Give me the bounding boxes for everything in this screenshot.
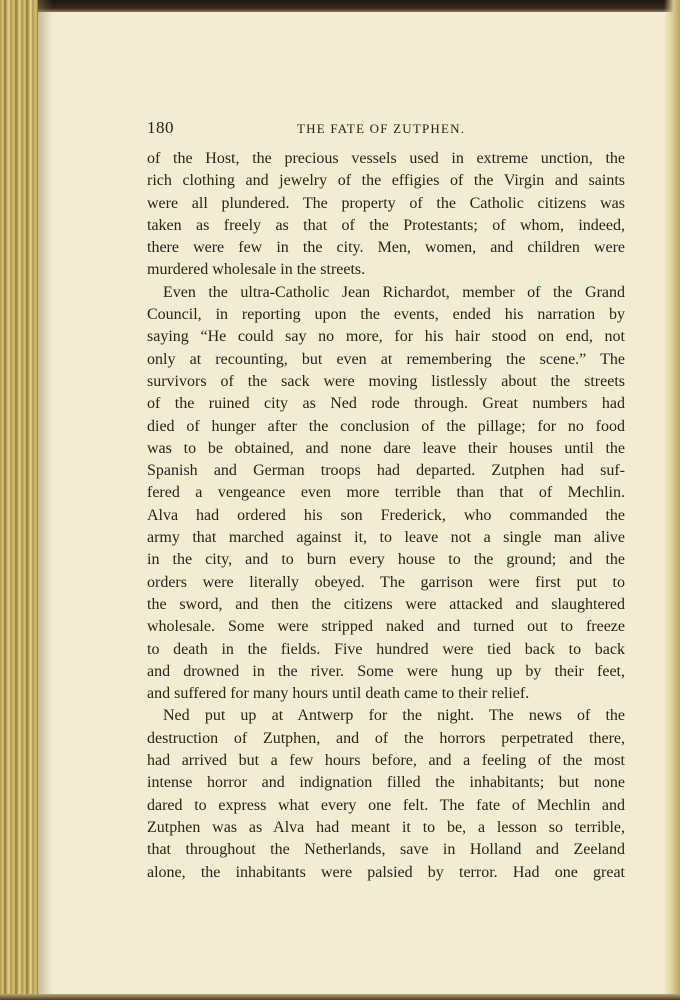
text-line: Zutphen was as Alva had meant it to be, a lesson so terrible, [147, 818, 625, 836]
text-line: the sword, and then the citizens were attacked and slaughtered [147, 595, 625, 613]
body-text [147, 148, 625, 884]
running-title: THE FATE OF ZUTPHEN. [297, 121, 466, 136]
book-bottom-edge [0, 994, 680, 1000]
text-line: to death in the fields. Five hundred were tied back to back [147, 640, 625, 658]
text-line: dared to express what every one felt. The fate of Mechlin and [147, 796, 625, 814]
text-line: survivors of the sack were moving listlessly about the streets [147, 372, 625, 390]
text-line: fered a vengeance even more terrible than that of Mechlin. [147, 484, 625, 502]
text-line: died of hunger after the conclusion of the pillage; for no food [147, 417, 625, 435]
book-page [147, 116, 625, 884]
gutter-shadow [38, 0, 52, 1000]
paragraph [147, 282, 625, 706]
text-line: Ned put up at Antwerp for the night. The news of the [163, 707, 625, 725]
text-line: in the city, and to burn every house to the ground; and the [147, 551, 625, 569]
text-line: murdered wholesale in the streets. [147, 261, 366, 279]
text-line: Spanish and German troops had departed. Zutphen had suf- [147, 462, 625, 480]
text-line: were all plundered. The property of the Catholic citizens was [147, 194, 625, 212]
text-line: of the Host, the precious vessels used in extreme unction, the [147, 150, 625, 167]
paragraph [147, 705, 625, 883]
text-line: only at recounting, but even at remembering the scene.” The [147, 350, 625, 368]
text-line: and suffered for many hours until death came to their relief. [147, 685, 530, 703]
book-top-edge [0, 0, 680, 12]
text-line: there were few in the city. Men, women, and children were [147, 239, 625, 257]
text-line: and drowned in the river. Some were hung up by their feet, [147, 662, 625, 680]
text-line: had arrived but a few hours before, and a feeling of the most [147, 752, 625, 770]
text-line: of the ruined city as Ned rode through. Great numbers had [147, 395, 625, 413]
text-line: that throughout the Netherlands, save in Holland and Zeeland [147, 841, 625, 859]
text-line: wholesale. Some were stripped naked and turned out to freeze [147, 618, 625, 636]
text-line: destruction of Zutphen, and of the horrors perpetrated there, [147, 729, 625, 747]
text-line: taken as freely as that of the Protestants; of whom, indeed, [147, 216, 625, 234]
text-line: Even the ultra-Catholic Jean Richardot, member of the Grand [163, 283, 625, 301]
text-line: was to be obtained, and none dare leave their houses until the [147, 439, 625, 457]
book-spine [0, 0, 38, 1000]
page-fore-edge [664, 0, 680, 1000]
text-line: rich clothing and jewelry of the effigies of the Virgin and saints [147, 172, 625, 190]
running-head [147, 116, 625, 144]
text-line: intense horror and indignation filled the inhabitants; but none [147, 774, 625, 792]
text-line: Council, in reporting upon the events, ended his narration by [147, 306, 625, 324]
page-number: 180 [147, 118, 174, 137]
text-line: alone, the inhabitants were palsied by terror. Had one great [147, 863, 625, 881]
text-line: orders were literally obeyed. The garrison were first put to [147, 573, 625, 591]
text-line: army that marched against it, to leave not a single man alive [147, 529, 625, 547]
text-line: Alva had ordered his son Frederick, who commanded the [147, 506, 625, 524]
paragraph [147, 148, 625, 282]
text-line: saying “He could say no more, for his hair stood on end, not [147, 328, 625, 346]
